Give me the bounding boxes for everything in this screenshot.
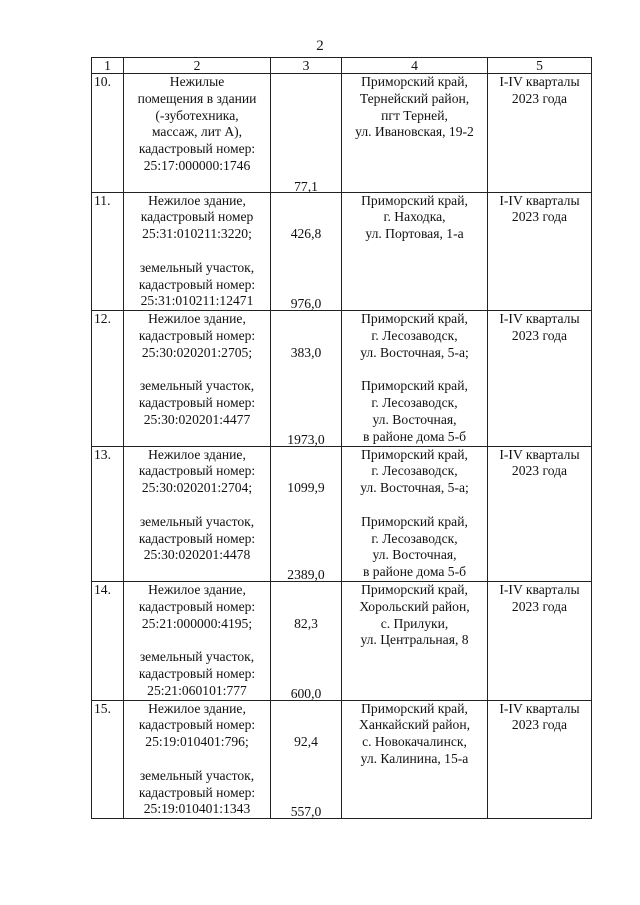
table-row bbox=[92, 311, 592, 446]
spacer bbox=[126, 497, 268, 514]
description-line: массаж, лит А), bbox=[151, 124, 243, 140]
address-line: Приморский край, bbox=[361, 311, 468, 327]
description-line: кадастровый номер: bbox=[138, 395, 256, 411]
description-line: кадастровый номер: bbox=[138, 327, 256, 343]
description-line: Нежилое здание, bbox=[148, 192, 246, 208]
table-row bbox=[92, 192, 592, 311]
address-cell bbox=[342, 74, 488, 193]
area-value: 600,0 bbox=[290, 685, 322, 701]
address-line: г. Лесозаводск, bbox=[371, 463, 458, 479]
area-value: 557,0 bbox=[290, 804, 322, 820]
period-cell bbox=[488, 581, 592, 700]
description-line: Нежилое здание, bbox=[148, 581, 246, 597]
property-table bbox=[91, 57, 592, 819]
description-line: 25:30:020201:4477 bbox=[143, 411, 251, 427]
address-line: ул. Восточная, bbox=[372, 411, 457, 427]
header-cell: 3 bbox=[271, 58, 342, 74]
address-line: ул. Восточная, bbox=[372, 547, 457, 563]
description-line: помещения в здании bbox=[137, 90, 257, 106]
address-line: ул. Центральная, 8 bbox=[360, 632, 469, 648]
address-line: г. Находка, bbox=[383, 209, 446, 225]
spacer bbox=[126, 632, 268, 649]
header-row bbox=[92, 58, 592, 74]
area-cell bbox=[271, 74, 342, 193]
description-line: земельный участок, bbox=[139, 259, 255, 275]
description-line: 25:31:010211:3220; bbox=[142, 226, 252, 242]
area-cell bbox=[271, 700, 342, 819]
area-value: 426,8 bbox=[290, 226, 322, 242]
period-line: 2023 года bbox=[511, 327, 568, 343]
description-line: 25:30:020201:4478 bbox=[143, 547, 251, 563]
area-cell bbox=[271, 446, 342, 581]
description-line: земельный участок, bbox=[139, 767, 255, 783]
address-line: с. Прилуки, bbox=[380, 615, 449, 631]
description-line: земельный участок, bbox=[139, 649, 255, 665]
address-line: ул. Ивановская, 19-2 bbox=[355, 124, 474, 140]
row-number: 10. bbox=[92, 74, 124, 193]
area-cell bbox=[271, 581, 342, 700]
row-number: 14. bbox=[92, 581, 124, 700]
description-line: земельный участок, bbox=[139, 513, 255, 529]
description-line: Нежилое здание, bbox=[148, 446, 246, 462]
period-cell bbox=[488, 446, 592, 581]
description-line: 25:30:020201:2705; bbox=[141, 344, 253, 360]
address-line: с. Новокачалинск, bbox=[362, 734, 467, 750]
object-description bbox=[124, 581, 271, 700]
address-line: Приморский край, bbox=[361, 581, 468, 597]
description-line: 25:19:010401:1343 bbox=[143, 801, 251, 817]
area-value: 2389,0 bbox=[287, 567, 325, 583]
description-line: 25:19:010401:796; bbox=[145, 734, 249, 750]
description-line: кадастровый номер bbox=[140, 209, 254, 225]
description-line: кадастровый номер: bbox=[138, 717, 256, 733]
address-line: Приморский край, bbox=[361, 74, 468, 89]
description-line: Нежилое здание, bbox=[148, 700, 246, 716]
address-line: ул. Портовая, 1-а bbox=[365, 226, 464, 242]
address-line: Приморский край, bbox=[361, 192, 468, 208]
description-line: земельный участок, bbox=[139, 378, 255, 394]
area-value: 82,3 bbox=[294, 615, 318, 631]
description-line: кадастровый номер: bbox=[138, 141, 256, 157]
spacer bbox=[126, 751, 268, 768]
address-line: Хорольский район, bbox=[359, 598, 470, 614]
period-line: 2023 года bbox=[511, 463, 568, 479]
period-line: I-IV кварталы bbox=[499, 74, 580, 89]
period-cell bbox=[488, 74, 592, 193]
period-line: 2023 года bbox=[511, 90, 568, 106]
area-value: 383,0 bbox=[290, 344, 322, 360]
address-line: Приморский край, bbox=[361, 446, 468, 462]
description-line: кадастровый номер: bbox=[138, 530, 256, 546]
table-row bbox=[92, 74, 592, 193]
spacer bbox=[344, 362, 485, 379]
period-line: I-IV кварталы bbox=[499, 311, 580, 327]
area-value: 92,4 bbox=[294, 734, 318, 750]
area-cell bbox=[271, 311, 342, 446]
page-number: 2 bbox=[316, 38, 324, 54]
area-value: 1099,9 bbox=[287, 480, 325, 496]
address-line: в районе дома 5-б bbox=[362, 564, 467, 580]
address-line: г. Лесозаводск, bbox=[371, 327, 458, 343]
description-line: кадастровый номер: bbox=[138, 276, 256, 292]
row-number: 11. bbox=[92, 192, 124, 311]
address-line: Приморский край, bbox=[361, 378, 468, 394]
address-line: Тернейский район, bbox=[359, 90, 470, 106]
period-line: I-IV кварталы bbox=[499, 700, 580, 716]
object-description bbox=[124, 311, 271, 446]
period-line: 2023 года bbox=[511, 598, 568, 614]
period-line: 2023 года bbox=[511, 209, 568, 225]
address-line: ул. Калинина, 15-а bbox=[360, 750, 469, 766]
period-cell bbox=[488, 700, 592, 819]
period-line: I-IV кварталы bbox=[499, 581, 580, 597]
area-value: 77,1 bbox=[294, 178, 318, 194]
object-description bbox=[124, 74, 271, 193]
address-line: Приморский край, bbox=[361, 513, 468, 529]
period-cell bbox=[488, 192, 592, 311]
row-number: 15. bbox=[92, 700, 124, 819]
address-cell bbox=[342, 311, 488, 446]
address-cell bbox=[342, 700, 488, 819]
address-line: в районе дома 5-б bbox=[362, 428, 467, 444]
description-line: Нежилые bbox=[169, 74, 225, 89]
description-line: 25:31:010211:12471 bbox=[140, 293, 254, 309]
address-line: г. Лесозаводск, bbox=[371, 395, 458, 411]
header-cell: 1 bbox=[92, 58, 124, 74]
spacer bbox=[126, 362, 268, 379]
table-row bbox=[92, 581, 592, 700]
address-line: Приморский край, bbox=[361, 700, 468, 716]
table-row bbox=[92, 700, 592, 819]
object-description bbox=[124, 446, 271, 581]
period-line: I-IV кварталы bbox=[499, 192, 580, 208]
address-line: г. Лесозаводск, bbox=[371, 530, 458, 546]
header-cell: 5 bbox=[488, 58, 592, 74]
description-line: кадастровый номер: bbox=[138, 665, 256, 681]
description-line: кадастровый номер: bbox=[138, 463, 256, 479]
area-value: 1973,0 bbox=[287, 431, 325, 447]
description-line: Нежилое здание, bbox=[148, 311, 246, 327]
address-cell bbox=[342, 581, 488, 700]
address-cell bbox=[342, 192, 488, 311]
description-line: (-зуботехника, bbox=[155, 107, 239, 123]
table-row bbox=[92, 446, 592, 581]
description-line: 25:30:020201:2704; bbox=[141, 480, 253, 496]
address-line: ул. Восточная, 5-а; bbox=[360, 344, 469, 360]
address-line: ул. Восточная, 5-а; bbox=[360, 480, 469, 496]
description-line: 25:21:000000:4195; bbox=[141, 615, 253, 631]
row-number: 12. bbox=[92, 311, 124, 446]
spacer bbox=[126, 243, 268, 260]
row-number: 13. bbox=[92, 446, 124, 581]
period-line: 2023 года bbox=[511, 717, 568, 733]
area-cell bbox=[271, 192, 342, 311]
address-line: Ханкайский район, bbox=[359, 717, 470, 733]
address-line: пгт Терней, bbox=[381, 107, 448, 123]
description-line: 25:17:000000:1746 bbox=[143, 157, 251, 173]
period-line: I-IV кварталы bbox=[499, 446, 580, 462]
spacer bbox=[344, 497, 485, 514]
description-line: кадастровый номер: bbox=[138, 784, 256, 800]
area-value: 976,0 bbox=[290, 296, 322, 312]
period-cell bbox=[488, 311, 592, 446]
address-cell bbox=[342, 446, 488, 581]
description-line: 25:21:060101:777 bbox=[147, 682, 247, 698]
object-description bbox=[124, 192, 271, 311]
object-description bbox=[124, 700, 271, 819]
header-cell: 4 bbox=[342, 58, 488, 74]
description-line: кадастровый номер: bbox=[138, 598, 256, 614]
header-cell: 2 bbox=[124, 58, 271, 74]
